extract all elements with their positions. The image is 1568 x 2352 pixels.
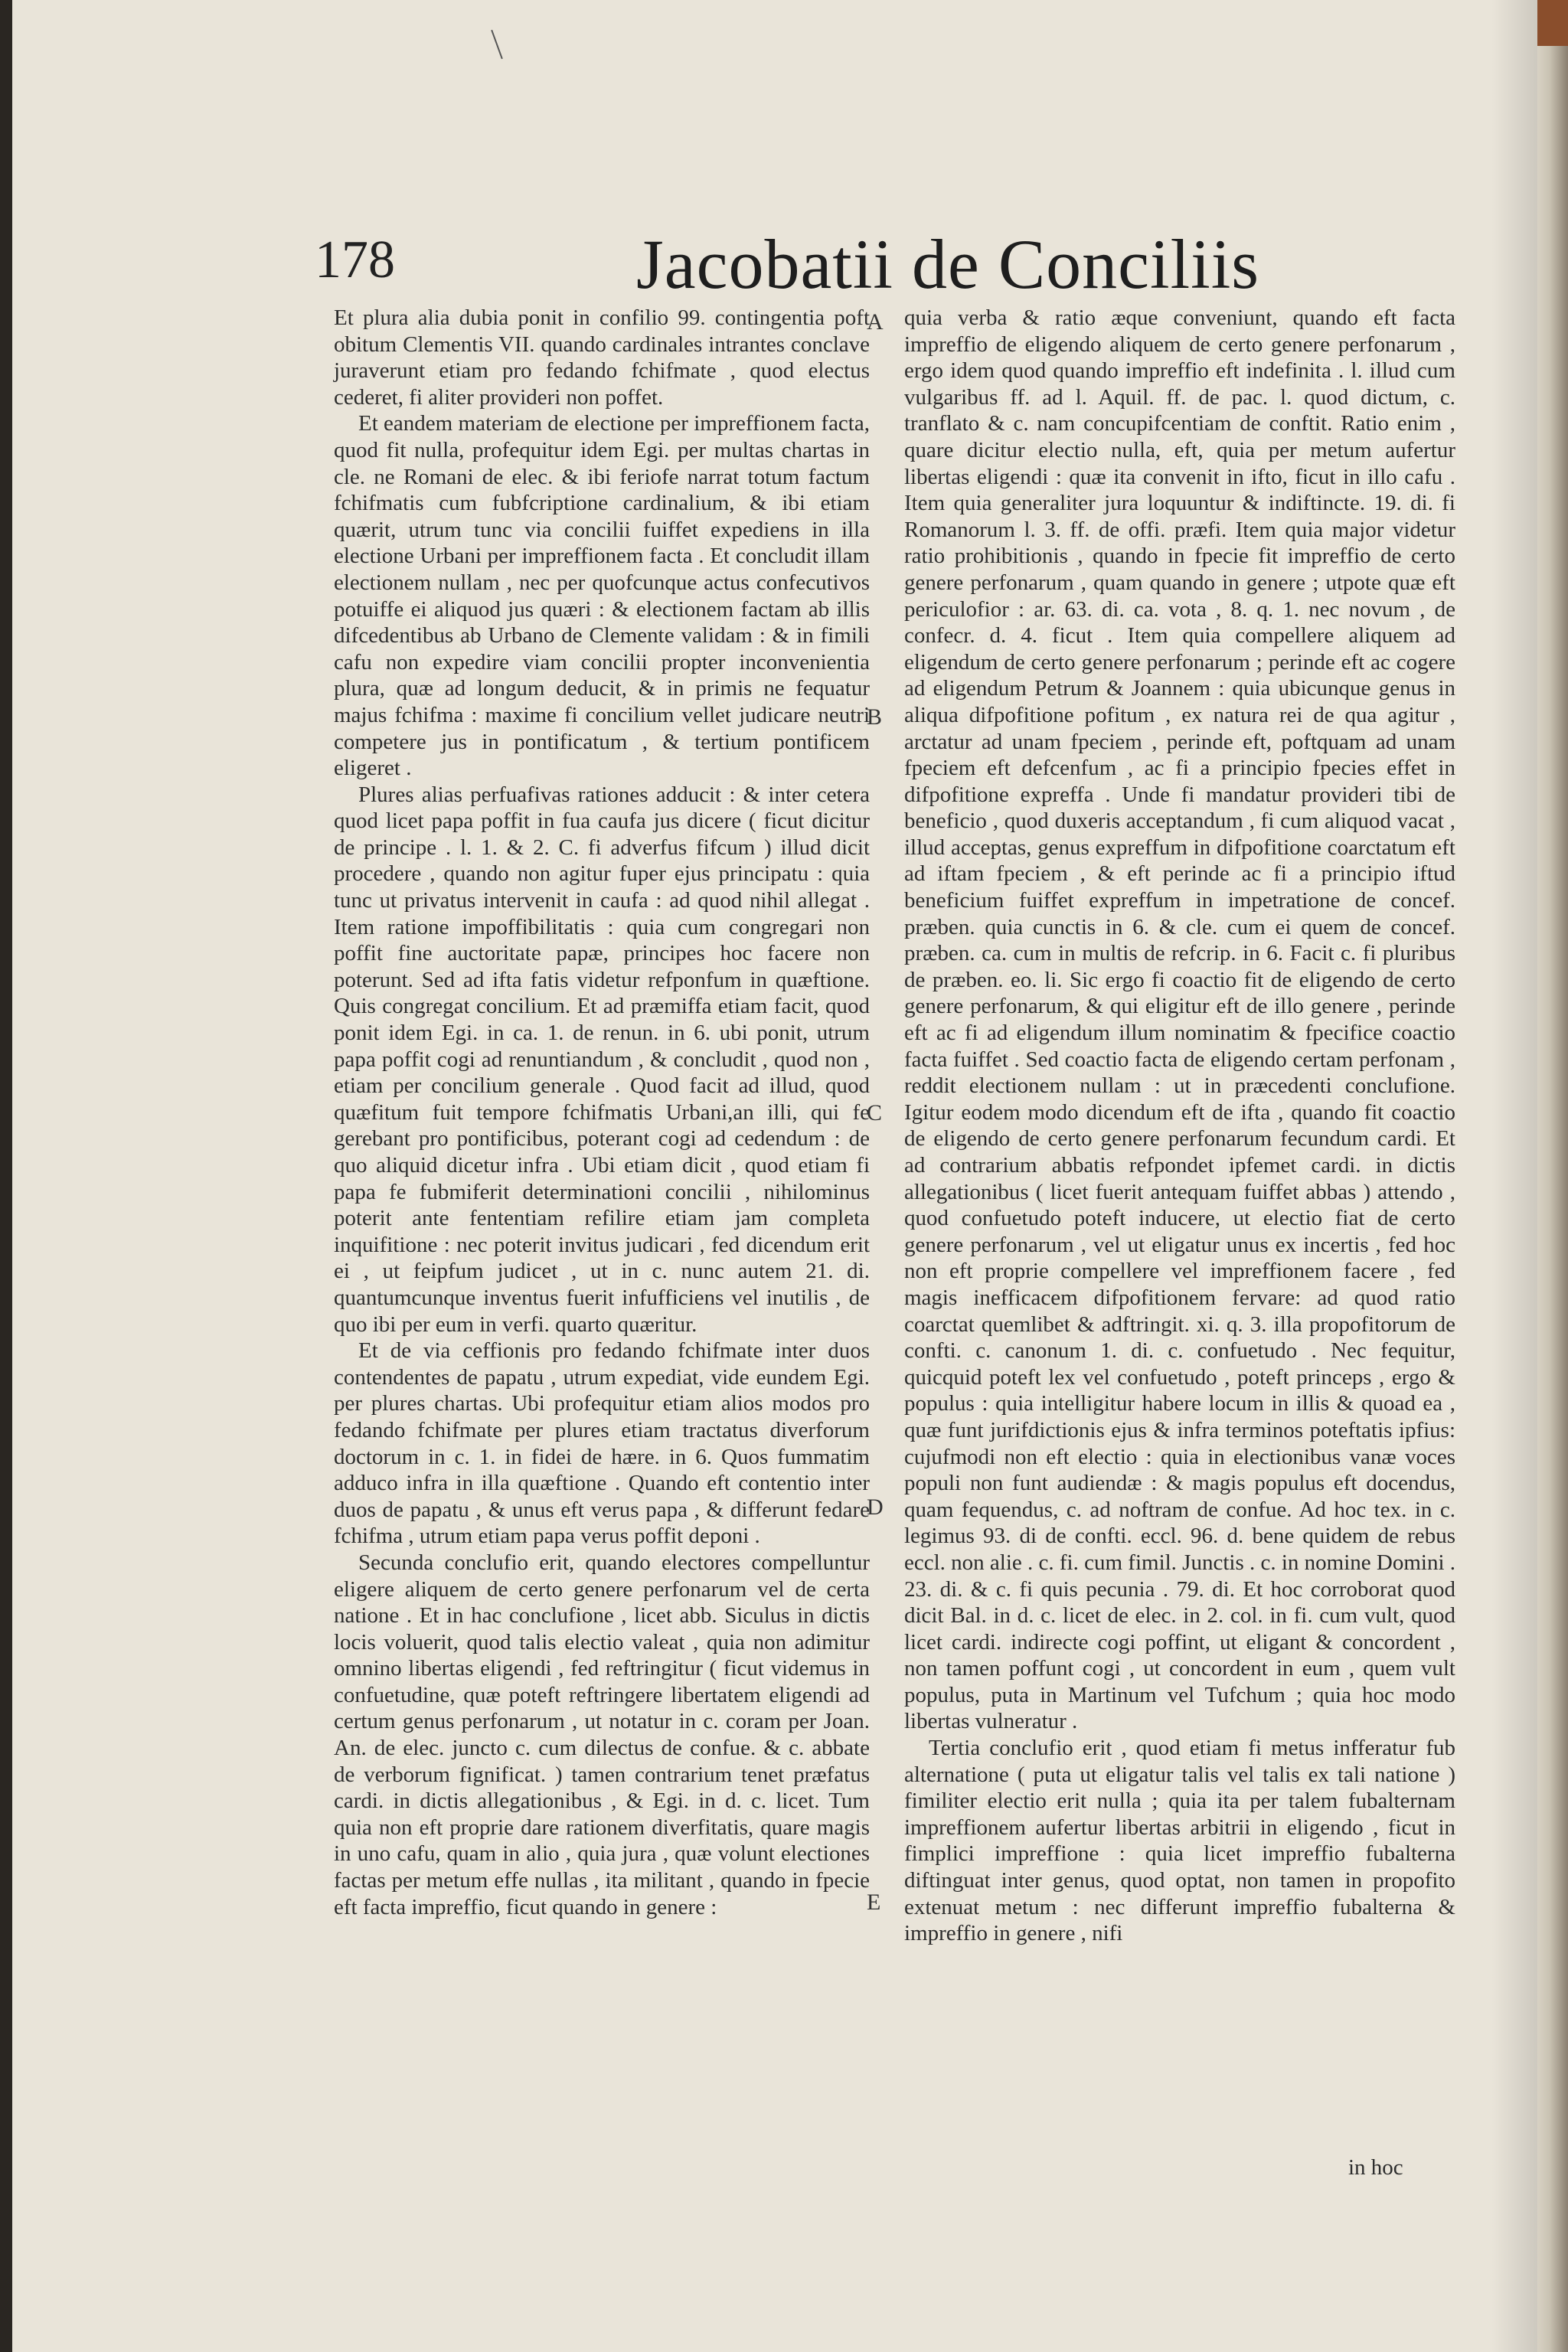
catchword: in hoc (1348, 2155, 1403, 2180)
page-number: 178 (315, 230, 395, 289)
book-page (12, 0, 1537, 2352)
margin-letter-c: C (867, 1100, 883, 1125)
left-column (334, 305, 870, 1920)
margin-letter-a: A (867, 309, 884, 335)
right-column (904, 305, 1455, 1947)
paragraph: Et de via ceffionis pro fedando fchifmate inter duos contendentes de papatu , utrum expediat, vide eundem Egi. per plures chartas. Ubi profequitur etiam alios modos pro fedando fchifmate per plures etiam tractatus diverforum doctorum in c. 1. in fidei de hære. in 6. Quos fummatim adduco infra in illa quæftione . Quando eft contentio inter duos de papatu , & unus eft verus papa , & differunt fedare fchifma , utrum etiam papa verus poffit deponi . (334, 1338, 870, 1549)
paragraph: quia verba & ratio æque conveniunt, quando eft facta impreffio de eligendo aliquem de certo genere perfonarum , ergo idem quod quando impreffio eft indefinita . l. illud cum vulgaribus ff. ad l. Aquil. ff. de pac. l. quod dictum, c. tranflato & c. nam concupifcentiam de conftit. Ratio enim , quare dicitur electio nulla, eft, quia per metum aufertur libertas eligendi : quæ ita convenit in ifto, ficut in illo cafu . Item quia generaliter jura loquuntur & indiftincte. 19. di. fi Romanorum l. 3. ff. de offi. præfi. Item quia major videtur ratio prohibitionis , quando in fpecie fit impreffio de certo genere perfonarum , quam quando in genere ; utpote quæ eft periculofior : ar. 63. di. ca. vota , 8. q. 1. nec novum , de confecr. d. 4. ficut . Item quia compellere aliquem ad eligendum de certo genere perfonarum ; perinde eft ac cogere ad eligendum Petrum & Joannem : quia ubicunque genus in aliqua difpofitione pofitum , ex natura rei de qua agitur , arctatur ad unam fpeciem , perinde eft, poftquam ad unam fpeciem eft defcenfum , ac fi a principio fpecies effet in difpofitione expreffa . Unde fi mandatur provideri tibi de beneficio , quod duxeris acceptandum , fi cum aliquod vacat , illud acceptas, genus expreffum in difpofitione coarctatum eft ad iftam fpeciem , & eft perinde ac fi a principio iftud beneficium fuiffet expreffum in impetratione de concef. præben. quia cunctis in 6. & cle. cum ei quem de concef. præben. ca. cum in multis de refcrip. in 6. Facit c. fi pluribus de præben. eo. li. Sic ergo fi coactio fit de eligendo de certo genere perfonarum, & qui eligitur eft de illo genere , perinde eft ac fi ad eligendum illum nominatim & fpecifice coactio facta fuiffet . Sed coactio facta de eligendo certam perfonam , reddit electionem nullam : ut in præcedenti conclufione. Igitur eodem modo dicendum eft de ifta , quando fit coactio de eligendo de certo genere perfonarum fecundum cardi. Et ad contrarium abbatis refpondet ipfemet cardi. in dictis allegationibus ( licet fuerit antequam fuiffet abbas ) attendo , quod confuetudo poteft inducere, ut electio fiat de certo genere perfonarum , vel ut eligatur unus ex incertis , fed hoc non eft proprie compellere vel impreffionem facere , fed magis inefficacem difpofitionem fervare: ad quod ratio coarctat quemlibet & adftringit. xi. q. 3. illa propofitorum de confti. c. canonum 1. di. c. confuetudo . Nec fequitur, quicquid poteft lex vel confuetudo , poteft princeps , ergo & populus : quia intelligitur habere locum in illis & quoad ea , quæ funt jurifdictionis ejus & infra terminos poteftatis ipfius: cujufmodi non eft electio : quia in electionibus vanæ voces populi non funt audiendæ : & magis populus eft docendus, quam fequendus, c. ad noftram de confue. Ad hoc tex. in c. legimus 93. di de confti. eccl. 96. d. bene quidem de rebus eccl. non alie . c. fi. cum fimil. Junctis . c. in nomine Domini . 23. di. & c. fi quis pecunia . 79. di. Et hoc corroborat quod dicit Bal. in d. c. licet de elec. in 2. col. in fi. cum vult, quod licet cardi. indirecte cogi poffint, ut eligant & concordent , non tamen poffunt cogi , ut concordent in eum , quem vult populus, puta in Martinum vel Tufchum ; quia hoc modo libertas vulneratur . (904, 305, 1456, 1734)
paragraph: Et plura alia dubia ponit in confilio 99. contingentia poft obitum Clementis VII. quando cardinales intrantes conclave juraverunt etiam pro fedando fchifmate , quod electus cederet, fi aliter provideri non poffet. (334, 305, 870, 410)
paragraph: Plures alias perfuafivas rationes adducit : & inter cetera quod licet papa poffit in fua caufa jus dicere ( ficut dicitur de principe . l. 1. & 2. C. fi adverfus fifcum ) illud dicit procedere , quando non agitur fuper ejus principatu : quia tunc ut privatus intervenit in caufa : ad quod nihil allegat . Item ratione impoffibilitatis : quia cum congregari non poffit fine auctoritate papæ, principes hoc facere non poterunt. Sed ad ifta fatis videtur refponfum in quæftione. Quis congregat concilium. Et ad præmiffa etiam facit, quod ponit idem Egi. in ca. 1. de renun. in 6. ubi ponit, utrum papa poffit cogi ad renuntiandum , & concludit , quod non , etiam per concilium generale . Quod facit ad illud, quod quæfitum fuit tempore fchifmatis Urbani,an illi, qui fe gerebant pro pontificibus, poterant cogi ad cedendum : de quo aliquid dicetur infra . Ubi etiam dicit , quod etiam fi papa fe fubmiferit determinationi concilii , nihilominus poterit ante fententiam refilire etiam jam completa inquifitione : nec poterit invitus judicari , fed dicendum erit ei , ut feipfum judicet , ut in c. nunc autem 21. di. quantumcunque inventus fuerit infufficiens vel inutilis , de quo ibi per eum in verfi. quarto quæritur. (334, 782, 870, 1337)
margin-letter-b: B (867, 704, 883, 730)
margin-letter-d: D (867, 1494, 884, 1520)
paragraph: Tertia conclufio erit , quod etiam fi metus infferatur fub alternatione ( puta ut eligatur talis vel talis ex tali natione ) fimiliter electio erit nulla ; quia ita per talem fubalternam impreffionem aufertur libertas arbitrii in eligendo , ficut in fimplici impreffione : quia licet impreffio fubalterna diftinguat inter genus, quod optat, non tamen in propofito extenuat metum : nec differunt impreffio fubalterna & impreffio in genere , nifi (904, 1736, 1455, 1946)
book-edge (1537, 0, 1568, 2352)
running-title: Jacobatii de Conciliis (636, 225, 1260, 303)
margin-letter-e: E (867, 1890, 881, 1915)
paragraph: Secunda conclufio erit, quando electores compelluntur eligere aliquem de certo genere perfonarum vel de certa natione . Et in hac conclufione , licet abb. Siculus in dictis locis voluerit, quod talis electio valeat , quia non adimitur omnino libertas eligendi , fed reftringitur ( ficut videmus in confuetudine, quæ poteft reftringere libertatem eligendi ad certum genus perfonarum , ut notatur in c. coram per Joan. An. de elec. juncto c. cum dilectus de confue. & c. abbate de verborum fignificat. ) tamen contrarium tenet præfatus cardi. in dictis allegationibus , & Egi. in d. c. licet. Tum quia non eft proprie dare rationem diverfitatis, quare magis in uno cafu, quam in alio , quia jura , quæ volunt electiones factas per metum effe nullas , ita militant , quando in fpecie eft facta impreffio, ficut quando in genere : (334, 1550, 870, 1919)
pen-mark (491, 30, 503, 59)
binding-band (1537, 0, 1568, 46)
paragraph: Et eandem materiam de electione per impreffionem facta, quod fit nulla, profequitur idem Egi. per multas chartas in cle. ne Romani de elec. & ibi feriofe narrat totum factum fchifmatis cum fubfcriptione cardinalium, & ibi etiam quærit, utrum tunc via concilii fuiffet expediens in illa electione Urbani per impreffionem facta . Et concludit illam electionem nullam , nec per quofcunque actus confecutivos potuiffe ei aliquod jus quæri : & electionem factam ab illis difcedentibus ab Urbano de Clemente validam : & in fimili cafu non expedire viam concilii propter inconvenientia plura, quæ ad longum deducit, & in primis ne fequatur majus fchifma : maxime fi concilium vellet judicare neutri competere jus in pontificatum , & tertium pontificem eligeret . (334, 411, 870, 781)
